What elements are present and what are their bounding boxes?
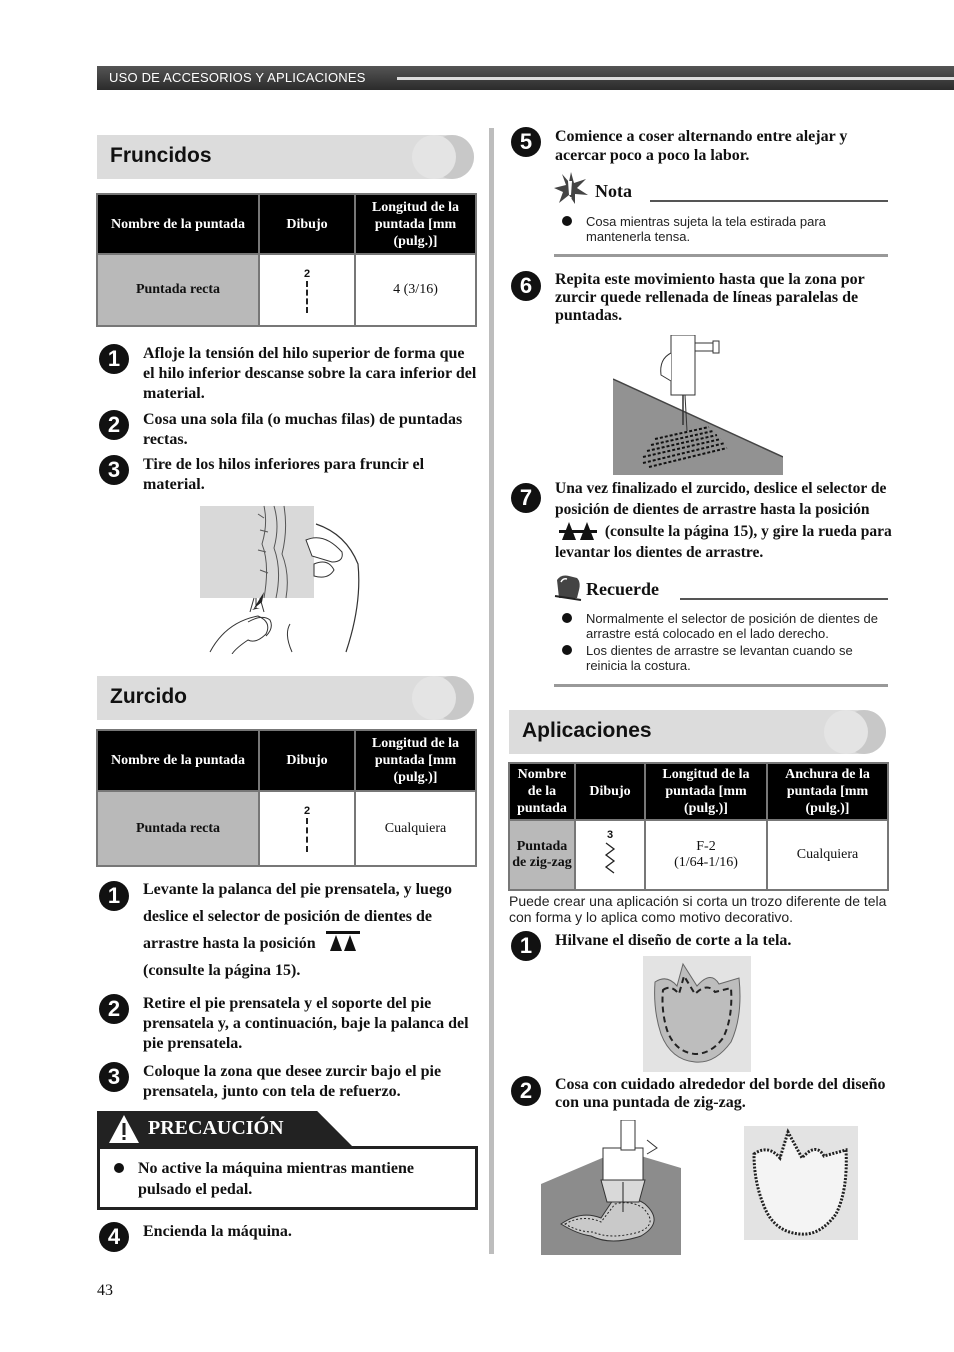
finished-applique-illustration — [744, 1126, 858, 1240]
reminder-bottom-rule — [554, 684, 888, 687]
stitch-table-fruncidos — [96, 193, 477, 327]
table-header: Dibujo — [259, 194, 355, 254]
header-rule — [397, 77, 954, 80]
bullet-icon — [114, 1163, 124, 1173]
reminder-item — [586, 611, 888, 641]
section-title-text: Fruncidos — [110, 144, 212, 167]
stitch-table-zurcido — [96, 729, 477, 867]
step-text: Retire el pie prensatela y el soporte del pie prensatela y, a continuación, baje la palanca del pie prensatela. — [143, 995, 469, 1052]
reminder-text: Normalmente el selector de posición de dientes de arrastre está colocado en el lado derecho. — [586, 611, 878, 641]
column-divider — [489, 128, 494, 1254]
note-rule — [650, 200, 888, 202]
step-text: Repita este movimiento hasta que la zona por zurcir quede rellenada de líneas paralelas de puntadas. — [555, 271, 865, 324]
caution-item — [138, 1158, 468, 1200]
caution-label: PRECAUCIÓN — [148, 1117, 284, 1139]
step-number: 7 — [511, 483, 541, 513]
title-pill-decoration — [412, 135, 456, 179]
step-text: Cosa una sola fila (o muchas filas) de puntadas rectas. — [143, 411, 463, 448]
step-text — [555, 478, 893, 563]
step-text-part: (consulte la página 15), y gire la rueda para levantar los dientes de arrastre. — [555, 523, 892, 561]
note-item — [586, 214, 886, 244]
table-header: Longitud de la puntada [mm (pulg.)] — [355, 194, 476, 254]
table-header: Nombre de la puntada — [509, 763, 575, 820]
section-title-aplicaciones — [509, 710, 886, 754]
reminder-item — [586, 643, 888, 673]
table-header: Nombre de la puntada — [97, 194, 259, 254]
stitch-name: Puntada recta — [97, 791, 259, 866]
table-header: Dibujo — [575, 763, 645, 820]
bullet-icon — [562, 216, 572, 226]
note-text: Cosa mientras sujeta la tela estirada para mantenerla tensa. — [586, 214, 826, 244]
stitch-table-aplicaciones — [508, 762, 889, 891]
stitch-length: 4 (3/16) — [355, 254, 476, 326]
section-title-zurcido — [97, 676, 474, 720]
stitch-pattern — [259, 791, 355, 866]
table-header: Dibujo — [259, 730, 355, 791]
step-number: 1 — [99, 881, 129, 911]
reminder-text: Los dientes de arrastre se levantan cuando se reinicia la costura. — [586, 643, 853, 673]
stitch-length — [645, 820, 767, 890]
step-text-part: Una vez finalizado el zurcido, deslice el selector de posición de dientes de arrastre hasta la posición — [555, 480, 887, 518]
step-text: Coloque la zona que desee zurcir bajo el pie prensatela, junto con tela de refuerzo. — [143, 1063, 442, 1100]
step-number: 3 — [99, 1062, 129, 1092]
step-number: 2 — [99, 994, 129, 1024]
header-title: USO DE ACCESORIOS Y APLICACIONES — [109, 70, 366, 85]
stitch-name: Puntada recta — [97, 254, 259, 326]
sewing-applique-illustration — [541, 1120, 681, 1255]
section-title-text: Zurcido — [110, 685, 187, 708]
step-text: Tire de los hilos inferiores para fruncir el material. — [143, 456, 425, 493]
step-text: Comience a coser alternando entre alejar y acercar poco a poco la labor. — [555, 128, 848, 164]
stitch-width: Cualquiera — [767, 820, 888, 890]
table-header: Longitud de la puntada [mm (pulg.)] — [355, 730, 476, 791]
section-title-text: Aplicaciones — [522, 719, 652, 742]
straight-stitch-icon — [306, 818, 308, 852]
step-text: Hilvane el diseño de corte a la tela. — [555, 932, 792, 949]
header-bar — [97, 66, 954, 90]
applique-intro: Puede crear una aplicación si corta un trozo diferente de tela con forma y lo aplica como motivo decorativo. — [509, 893, 887, 925]
step-text-part: Levante la palanca del pie prensatela, y luego deslice el selector de posición de dientes de arrastre hasta la posición — [143, 881, 453, 952]
feed-dogs-down-icon — [559, 520, 597, 540]
step-number: 2 — [511, 1076, 541, 1106]
section-title-fruncidos — [97, 135, 474, 179]
bullet-icon — [562, 613, 572, 623]
gathering-illustration — [196, 504, 376, 654]
title-pill-decoration — [412, 676, 456, 720]
step-text: Afloje la tensión del hilo superior de forma que el hilo inferior descanse sobre la cara inferior del material. — [143, 345, 477, 402]
reminder-label: Recuerde — [586, 579, 659, 599]
step-text: Encienda la máquina. — [143, 1223, 292, 1240]
stitch-pattern — [259, 254, 355, 326]
feed-dogs-up-icon — [326, 931, 360, 951]
step-number: 6 — [511, 271, 541, 301]
stitch-number: 2 — [303, 805, 311, 817]
bullet-icon — [562, 645, 572, 655]
straight-stitch-icon — [306, 281, 308, 313]
stitch-length: Cualquiera — [355, 791, 476, 866]
zigzag-stitch-icon — [603, 841, 617, 877]
caution-box — [97, 1146, 478, 1210]
table-header: Nombre de la puntada — [97, 730, 259, 791]
step-number: 5 — [511, 127, 541, 157]
caution-text: No active la máquina mientras mantiene pulsado el pedal. — [138, 1160, 414, 1198]
step-text: Cosa con cuidado alrededor del borde del diseño con una puntada de zig-zag. — [555, 1076, 886, 1111]
reminder-bell-icon — [553, 572, 583, 602]
note-icon — [553, 171, 589, 205]
stitch-number: 2 — [303, 267, 311, 280]
basted-applique-illustration — [643, 956, 751, 1072]
stitch-length-range: (1/64-1/16) — [674, 855, 738, 870]
stitch-number: 3 — [606, 828, 614, 841]
stitch-length-value: F-2 — [696, 839, 716, 854]
stitch-name: Puntada de zig-zag — [509, 820, 575, 890]
step-text-part: (consulte la página 15). — [143, 962, 301, 979]
stitch-pattern — [575, 820, 645, 890]
step-number: 4 — [99, 1222, 129, 1252]
reminder-rule — [680, 598, 888, 600]
darning-illustration — [613, 335, 783, 475]
step-number: 3 — [99, 455, 129, 485]
step-text — [143, 876, 477, 984]
table-header: Longitud de la puntada [mm (pulg.)] — [645, 763, 767, 820]
note-label: Nota — [595, 181, 632, 201]
step-number: 1 — [99, 344, 129, 374]
step-number: 1 — [511, 931, 541, 961]
step-number: 2 — [99, 410, 129, 440]
warning-icon — [108, 1114, 140, 1144]
table-header: Anchura de la puntada [mm (pulg.)] — [767, 763, 888, 820]
page-number: 43 — [97, 1282, 113, 1299]
title-pill-decoration — [824, 710, 868, 754]
note-bottom-rule — [554, 254, 888, 257]
